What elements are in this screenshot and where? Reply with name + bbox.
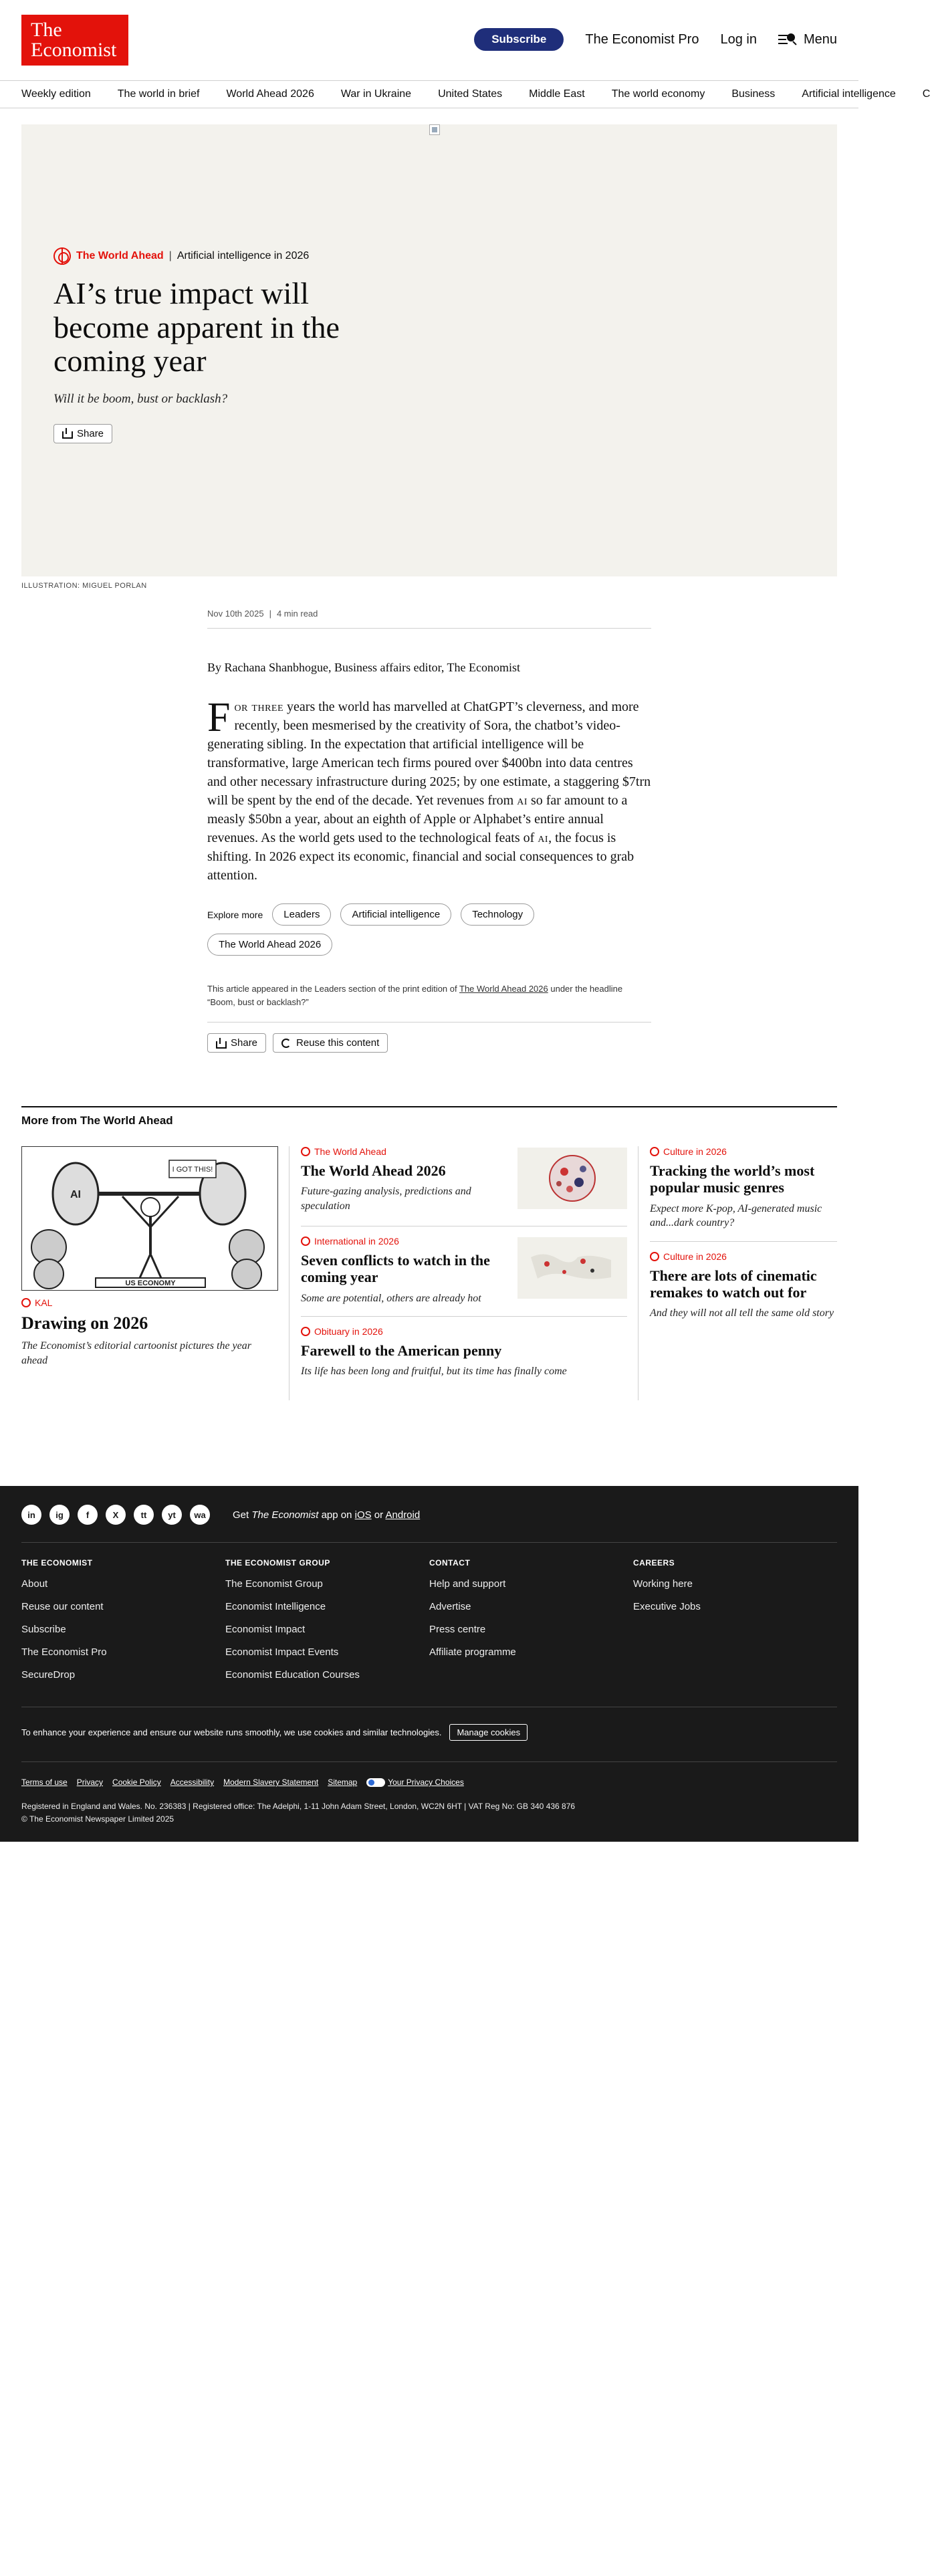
world-ahead-icon [53,247,71,265]
world-ahead-icon [21,1298,31,1307]
footer-col-economist [21,1558,225,1692]
ai-abbrev: ai [517,793,528,808]
logo-line-2: Economist [31,39,117,61]
middle-column [301,1146,627,1399]
footer-link[interactable]: Working here [633,1578,693,1590]
social-links [21,1505,420,1525]
ios-link-text: iOS [354,1509,372,1521]
x-icon[interactable]: X [106,1505,126,1525]
footer-col-contact [429,1558,633,1692]
right-column [650,1146,837,1341]
card-rubric [21,1297,278,1308]
android-link-text: Android [385,1509,421,1521]
footer-columns [21,1558,837,1692]
footer-link[interactable]: Subscribe [21,1624,66,1635]
card-drawing-on-2026[interactable] [21,1146,278,1368]
world-ahead-icon [301,1147,310,1156]
footer-link[interactable]: The Economist Pro [21,1646,107,1658]
footer-link[interactable]: Economist Intelligence [225,1601,326,1612]
nav-business[interactable]: Business [731,88,776,100]
meta-separator: | [269,609,271,619]
nav-artificial-intelligence[interactable]: Artificial intelligence [802,88,896,100]
card-description: And they will not all tell the same old story [650,1307,834,1319]
card-description: Expect more K-pop, AI-generated music and...dark country? [650,1202,822,1229]
card-world-ahead-2026[interactable] [301,1146,627,1226]
share-button[interactable] [53,424,112,443]
cartoon-base-label: US ECONOMY [125,1279,176,1287]
kal-cartoon-image [21,1146,278,1291]
card-headline: Seven conflicts to watch in the coming year [301,1252,490,1286]
cartoon-drawing [22,1147,279,1291]
world-ahead-icon [650,1147,659,1156]
more-from-section [21,1106,837,1378]
privacy-choices-label: Your Privacy Choices [388,1778,464,1787]
card-headline: Tracking the world’s most popular music genres [650,1162,815,1196]
section-link[interactable]: The World Ahead [76,250,164,261]
tag-world-ahead-2026[interactable]: The World Ahead 2026 [207,934,332,956]
bottom-share-button[interactable] [207,1033,266,1053]
card-description: Its life has been long and fruitful, but its time has finally come [301,1366,567,1378]
logo-line-1: The [31,19,62,41]
manage-cookies-button[interactable]: Manage cookies [449,1724,528,1741]
card-headline: Drawing on 2026 [21,1313,148,1333]
card-rubric-label: The World Ahead [314,1146,386,1157]
login-link[interactable]: Log in [720,31,757,47]
world-ahead-icon [650,1252,659,1261]
footer-col-title: THE ECONOMIST [21,1558,93,1568]
card-rubric-label: International in 2026 [314,1236,399,1247]
cartoon-speech-text: I GOT THIS! [172,1166,213,1174]
menu-button[interactable] [778,32,837,47]
accessibility-link[interactable]: Accessibility [170,1778,215,1788]
cookie-text: To enhance your experience and ensure our website runs smoothly, we use cookies and similar technologies. [21,1727,442,1737]
print-note-post: under the headline “Boom, bust or backlash?” [207,984,623,1007]
android-link[interactable] [386,1509,421,1521]
card-headline: The World Ahead 2026 [301,1162,446,1179]
economist-pro-link[interactable]: The Economist Pro [585,31,699,47]
article-subheadline: Will it be boom, bust or backlash? [53,391,228,406]
explore-label: Explore more [207,909,263,920]
footer-link[interactable]: Economist Impact [225,1624,306,1635]
footer-divider [21,1761,837,1762]
card-music-genres[interactable] [650,1146,837,1242]
world-ahead-icon [301,1327,310,1336]
card-seven-conflicts[interactable] [301,1236,627,1317]
nav-war-in-ukraine[interactable]: War in Ukraine [340,88,412,100]
card-headline: There are lots of cinematic remakes to watch out for [650,1267,817,1301]
registration-line: Registered in England and Wales. No. 236383 | Registered office: The Adelphi, 1-11 John Adam Street, London, WC2N 6HT | VAT Reg No: GB 340 436 876 [21,1802,576,1811]
legal-links [21,1778,464,1787]
card-headline: Farewell to the American penny [301,1342,502,1360]
footer-col-title: CAREERS [633,1558,675,1568]
print-edition-link-text: The World Ahead 2026 [459,984,548,994]
hero-text [53,247,401,443]
print-edition-note [207,982,651,1023]
explore-more [207,903,651,956]
card-rubric [301,1146,508,1157]
card-description: Future-gazing analysis, predictions and speculation [301,1186,471,1212]
paragraph-text-3: , the focus is shifting. In 2026 expect its economic, financial and social consequences to grab attention. [207,831,634,883]
subscribe-button[interactable]: Subscribe [474,28,564,51]
tiktok-icon[interactable]: tt [134,1505,154,1525]
menu-search-icon [778,33,798,46]
footer-link[interactable]: About [21,1578,48,1590]
footer-link[interactable]: Help and support [429,1578,506,1590]
whatsapp-icon[interactable]: wa [190,1505,210,1525]
article-meta [207,609,651,629]
card-rubric [650,1251,837,1262]
cookie-notice [21,1724,528,1741]
article-paragraph [207,697,651,885]
nav-united-states[interactable]: United States [438,88,503,100]
footer-link[interactable]: Economist Impact Events [225,1646,339,1658]
instagram-icon[interactable]: ig [49,1505,70,1525]
top-navigation [0,80,930,108]
youtube-icon[interactable]: yt [162,1505,182,1525]
article-rubric [53,247,401,265]
footer-link[interactable]: Affiliate programme [429,1646,516,1658]
world-map-image [517,1237,627,1299]
paragraph-text-2: so far amount to a measly $50bn a year, about an eighth of Apple or Alphabet’s entire annual revenues. As the world gets used to the technological feats of [207,793,628,845]
app-promo-or: or [371,1509,386,1521]
rubric-separator: | [168,250,172,261]
broken-image-icon [429,124,440,135]
footer-col-title: CONTACT [429,1558,471,1568]
nav-world-economy[interactable]: The world economy [611,88,705,100]
world-ahead-thumbnail [517,1148,627,1209]
copyright-line: © The Economist Newspaper Limited 2025 [21,1814,175,1824]
tag-technology[interactable]: Technology [461,903,534,926]
economist-logo[interactable] [21,15,128,66]
footer-link[interactable]: The Economist Group [225,1578,323,1590]
read-time: 4 min read [276,609,318,619]
modern-slavery-link[interactable]: Modern Slavery Statement [223,1778,319,1788]
footer-col-title: THE ECONOMIST GROUP [225,1558,330,1568]
facebook-icon[interactable]: f [78,1505,98,1525]
footer-col-careers [633,1558,837,1692]
footer-link[interactable]: Economist Education Courses [225,1669,360,1681]
footer-link[interactable]: Advertise [429,1601,471,1612]
header-actions [474,28,837,51]
site-footer [0,1486,858,1842]
card-american-penny[interactable] [301,1326,627,1390]
article-headline: AI’s true impact will become apparent in the coming year [53,276,340,379]
menu-label: Menu [803,31,837,47]
site-header [0,0,858,80]
card-rubric-label: KAL [35,1297,53,1308]
tag-leaders[interactable]: Leaders [272,903,331,926]
registration-info [21,1800,575,1825]
article-actions [207,1033,651,1053]
nav-weekly-edition[interactable]: Weekly edition [21,88,91,100]
privacy-link[interactable]: Privacy [76,1778,104,1788]
dropcap: F [207,695,231,740]
world-ahead-icon [301,1237,310,1246]
footer-link[interactable]: Reuse our content [21,1601,104,1612]
card-rubric-label: Culture in 2026 [663,1146,727,1157]
nav-overflow-item[interactable]: C [922,88,930,100]
nav-middle-east[interactable]: Middle East [529,88,585,100]
card-rubric [301,1326,627,1337]
reuse-content-button[interactable] [273,1033,388,1053]
topic-link[interactable]: Artificial intelligence in 2026 [177,250,310,261]
app-promo [233,1509,420,1521]
globe-collage-image [517,1148,627,1209]
footer-link[interactable]: Executive Jobs [633,1601,701,1612]
linkedin-icon[interactable]: in [21,1505,41,1525]
cookie-policy-link[interactable]: Cookie Policy [112,1778,161,1788]
footer-col-group [225,1558,429,1692]
lead-in-caps: or three [234,700,284,714]
nav-world-in-brief[interactable]: The world in brief [117,88,200,100]
reuse-label: Reuse this content [296,1037,380,1049]
card-rubric-label: Culture in 2026 [663,1251,727,1262]
reuse-icon [281,1039,291,1048]
print-edition-link[interactable] [459,984,548,994]
print-note-pre: This article appeared in the Leaders section of the print edition of [207,984,459,994]
paragraph-text-1: years the world has marvelled at ChatGPT’s cleverness, and more recently, been mesmerised by the creativity of Sora, the chatbot’s video-generating sibling. In the expectation that artificial intelligence will be transformative, large American tech firms poured over $400bn into data centres and other necessary infrastructure during 2025; by one estimate, a staggering $7trn will be spent by the end of the decade. Yet revenues from [207,700,651,808]
card-description: Some are potential, others are already hot [301,1292,481,1304]
card-rubric [650,1146,837,1157]
more-from-title: More from The World Ahead [21,1114,173,1127]
footer-link[interactable]: SecureDrop [21,1669,76,1681]
image-credit: ILLUSTRATION: MIGUEL PORLAN [21,582,147,590]
sitemap-link[interactable]: Sitemap [328,1778,358,1788]
cartoon-weight-label: AI [70,1189,81,1200]
app-promo-mid: app on [318,1509,355,1521]
card-description: The Economist’s editorial cartoonist pictures the year ahead [21,1340,251,1366]
ios-link[interactable] [355,1509,372,1521]
hero-banner [21,124,837,576]
footer-divider [21,1542,837,1543]
share-icon [216,1039,225,1048]
nav-world-ahead-2026[interactable]: World Ahead 2026 [226,88,314,100]
app-promo-pre: Get [233,1509,252,1521]
publish-date: Nov 10th 2025 [207,609,264,619]
footer-link[interactable]: Press centre [429,1624,486,1635]
card-rubric [301,1236,508,1247]
article-body [207,609,651,1053]
app-promo-brand: The Economist [251,1509,319,1521]
privacy-choices-link[interactable] [366,1778,464,1787]
card-rubric-label: Obituary in 2026 [314,1326,383,1337]
tag-artificial-intelligence[interactable]: Artificial intelligence [340,903,451,926]
share-icon [62,429,72,438]
share-label: Share [77,427,104,439]
privacy-toggle-icon [366,1778,385,1787]
card-cinematic-remakes[interactable] [650,1251,837,1331]
byline: By Rachana Shanbhogue, Business affairs editor, The Economist [207,661,521,674]
share-label: Share [231,1037,258,1049]
terms-link[interactable]: Terms of use [21,1778,68,1788]
conflicts-map-thumbnail [517,1237,627,1299]
ai-abbrev: ai [538,831,549,845]
